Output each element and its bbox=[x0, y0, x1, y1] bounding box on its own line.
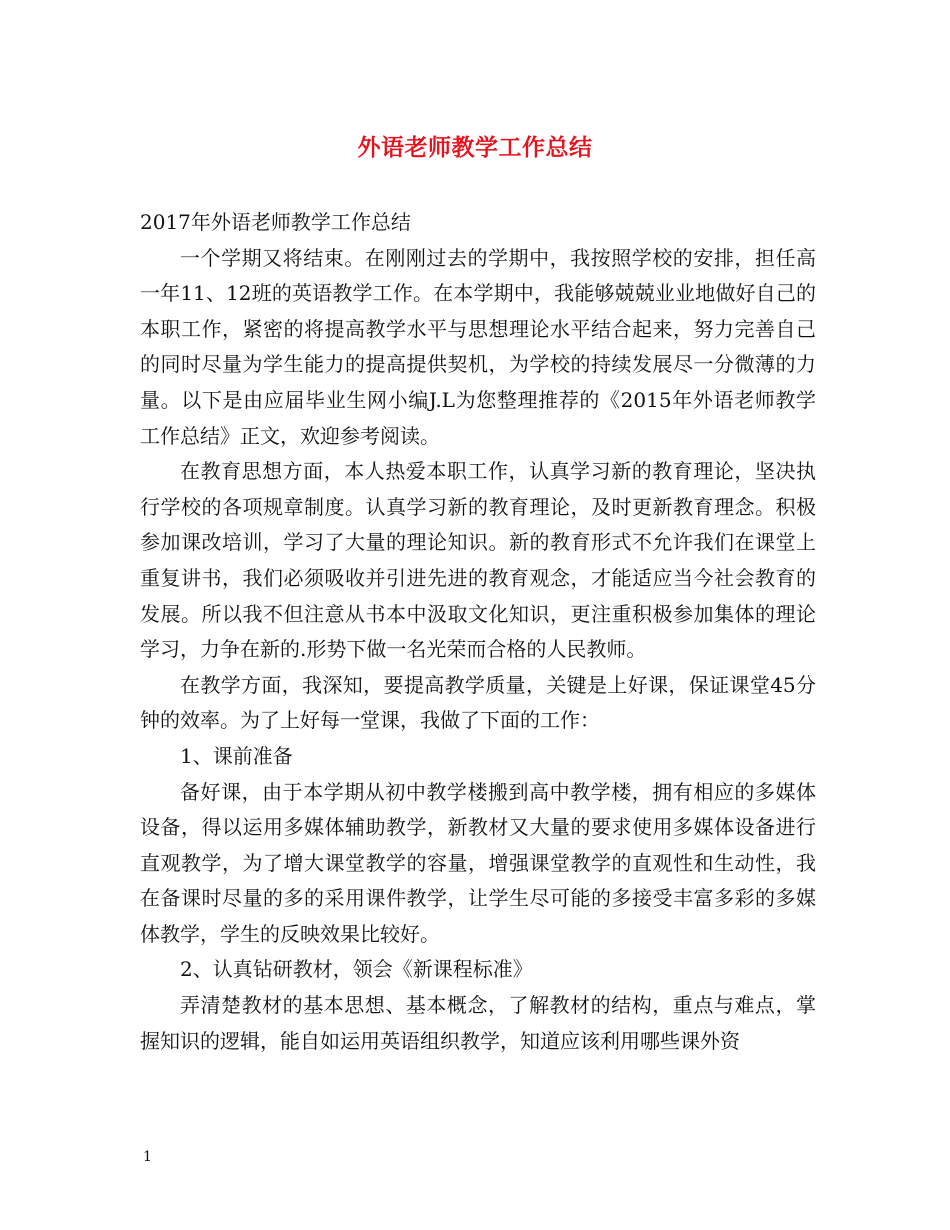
page-number: 1 bbox=[143, 1149, 152, 1165]
document-title: 外语老师教学工作总结 bbox=[357, 134, 593, 161]
paragraph-curriculum: 弄清楚教材的基本思想、基本概念，了解教材的结构，重点与难点，掌握知识的逻辑，能自如运用英语组织教学，知道应该利用哪些课外资 bbox=[140, 993, 816, 1053]
paragraph-preparation: 备好课，由于本学期从初中教学楼搬到高中教学楼，拥有相应的多媒体设备，得以运用多媒体辅助教学，新教材又大量的要求使用多媒体设备进行直观教学，为了增大课堂教学的容量，增强课堂教学的直观性和生动性，我在备课时尽量的多的采用课件教学，让学生尽可能的多接受丰富多彩的多媒体教学，学生的反映效果比较好。 bbox=[140, 779, 816, 946]
subtitle-line: 2017年外语老师教学工作总结 bbox=[140, 210, 411, 234]
section-heading-curriculum: 2、认真钻研教材，领会《新课程标准》 bbox=[180, 957, 533, 982]
section-heading-preparation: 1、课前准备 bbox=[180, 743, 293, 768]
paragraph-intro: 一个学期又将结束。在刚刚过去的学期中，我按照学校的安排，担任高一年11、12班的英语教学工作。在本学期中，我能够兢兢业业地做好自己的本职工作，紧密的将提高教学水平与思想理论水平结合起来，努力完善自己的同时尽量为学生能力的提高提供契机，为学校的持续发展尽一分微薄的力量。以下是由应届毕业生网小编J.L为您整理推荐的《2015年外语老师教学工作总结》正文，欢迎参考阅读。 bbox=[140, 245, 816, 448]
document-body bbox=[140, 205, 816, 1059]
paragraph-education-thought: 在教育思想方面，本人热爱本职工作，认真学习新的教育理论，坚决执行学校的各项规章制度。认真学习新的教育理论，及时更新教育理念。积极参加课改培训，学习了大量的理论知识。新的教育形式不允许我们在课堂上重复讲书，我们必须吸收并引进先进的教育观念，才能适应当今社会教育的发展。所以我不但注意从书本中汲取文化知识，更注重积极参加集体的理论学习，力争在新的.形势下做一名光荣而合格的人民教师。 bbox=[140, 459, 816, 662]
paragraph-teaching: 在教学方面，我深知，要提高教学质量，关键是上好课，保证课堂45分钟的效率。为了上好每一堂课，我做了下面的工作： bbox=[140, 672, 816, 733]
